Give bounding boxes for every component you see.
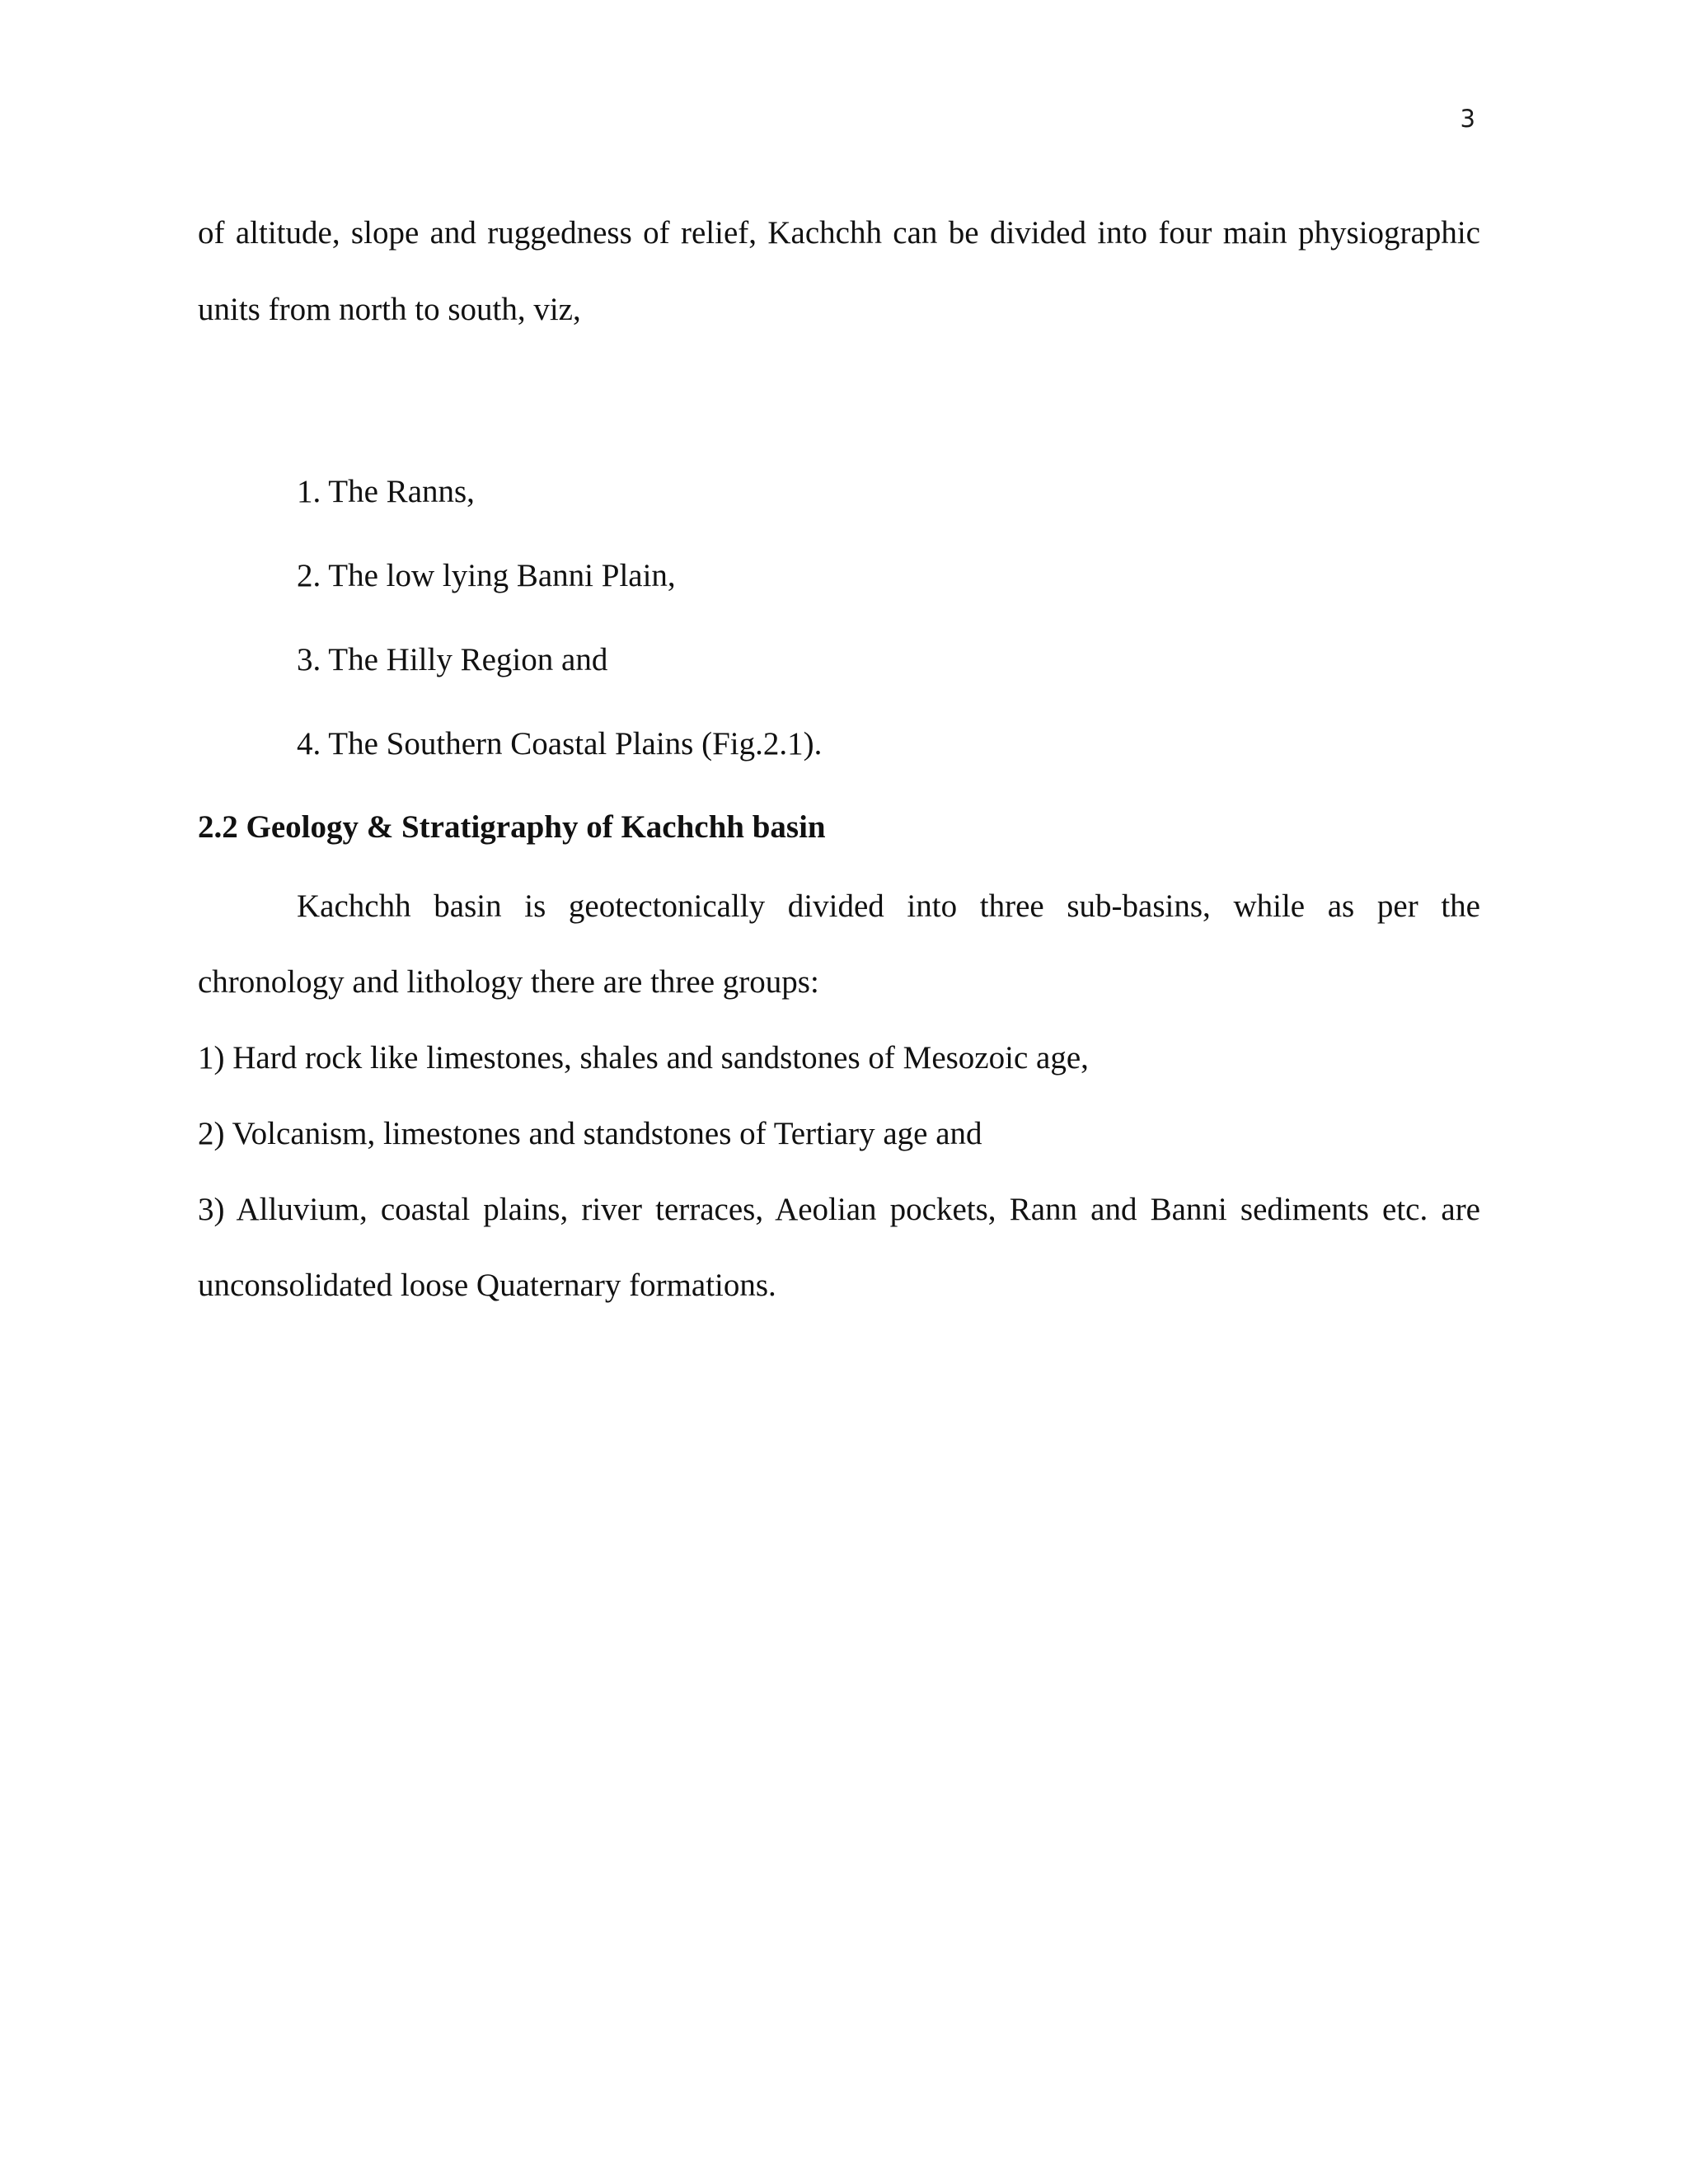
list-item: 4. The Southern Coastal Plains (Fig.2.1).: [297, 726, 823, 762]
section-paragraph-line-1: Kachchh basin is geotectonically divided into three sub-basins, while as per the: [297, 888, 1480, 924]
section-heading: 2.2 Geology & Stratigraphy of Kachchh basin: [198, 809, 826, 845]
list-item: 3) Alluvium, coastal plains, river terraces, Aeolian pockets, Rann and Banni sediments etc. are unconsolidated loose Quaternary formations.: [198, 1192, 1480, 1303]
page-content: [198, 194, 1480, 1324]
list-item: 2. The low lying Banni Plain,: [297, 558, 676, 593]
list-item: 2) Volcanism, limestones and standstones of Tertiary age and: [198, 1116, 982, 1151]
page-number: 3: [1460, 105, 1475, 133]
physiographic-units-list: [198, 450, 1480, 786]
section-paragraph-line-2: chronology and lithology there are three groups:: [198, 964, 819, 1000]
intro-line-1: of altitude, slope and ruggedness of relief, Kachchh can be divided into four main physiographic: [198, 215, 1480, 251]
list-item: 3. The Hilly Region and: [297, 642, 608, 677]
lithology-groups-list: [198, 1020, 1480, 1324]
list-item: 1) Hard rock like limestones, shales and sandstones of Mesozoic age,: [198, 1040, 1089, 1076]
intro-line-2: units from north to south, viz,: [198, 292, 581, 327]
list-item: 1. The Ranns,: [297, 474, 475, 509]
